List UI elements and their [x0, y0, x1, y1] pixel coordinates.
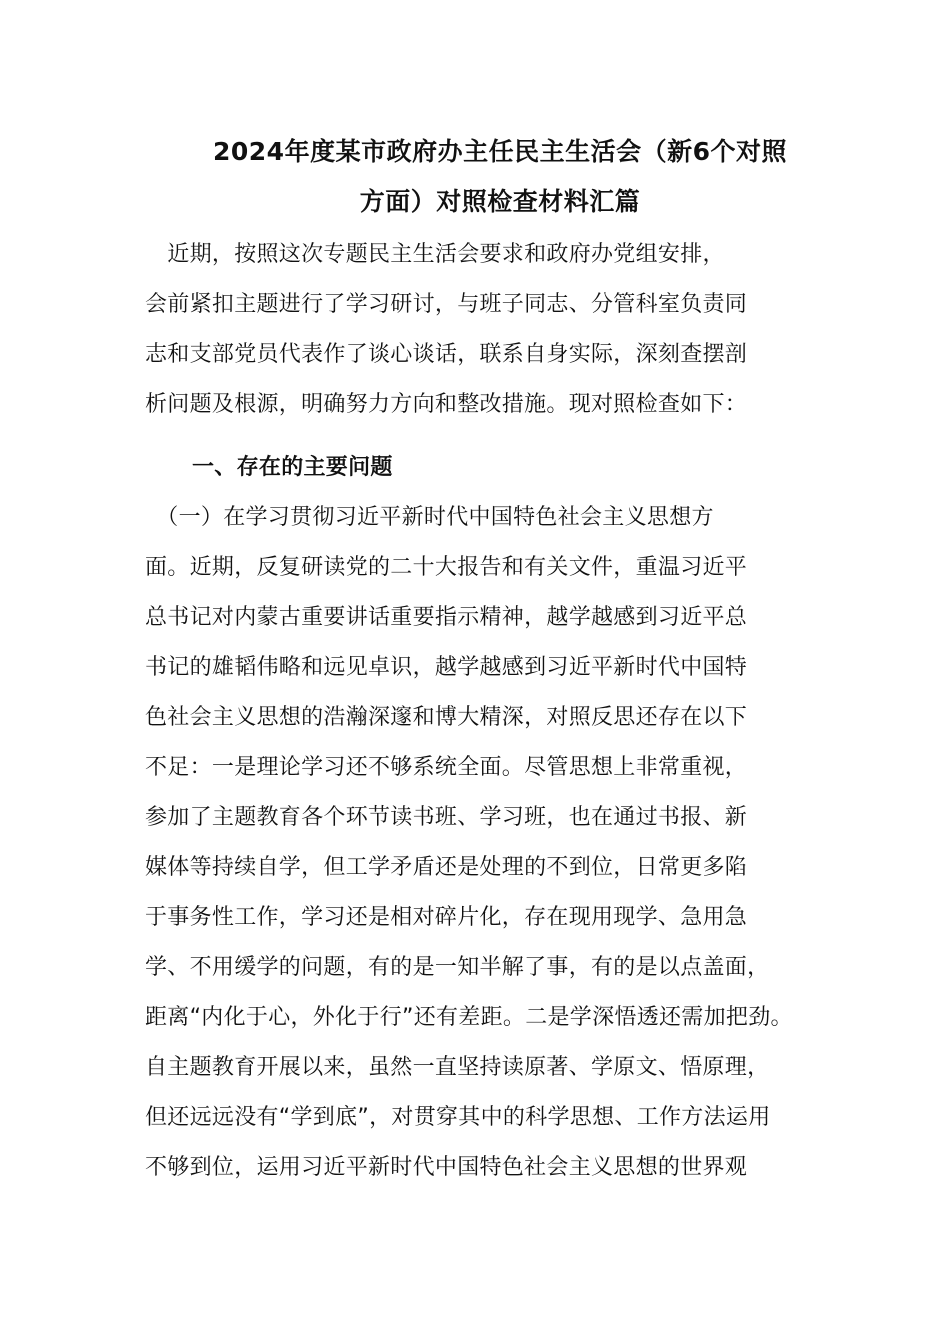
section-line-14: 不够到位，运用习近平新时代中国特色社会主义思想的世界观 [145, 1155, 748, 1180]
section-line-13: 但还远远没有“学到底”，对贯穿其中的科学思想、工作方法运用 [145, 1105, 771, 1130]
section-line-8: 媒体等持续自学，但工学矛盾还是处理的不到位，日常更多陷 [145, 855, 748, 880]
section-line-12: 自主题教育开展以来，虽然一直坚持读原著、学原文、悟原理， [145, 1055, 770, 1080]
section-line-2: 面。近期，反复研读党的二十大报告和有关文件，重温习近平 [145, 555, 748, 580]
intro-line-3: 志和支部党员代表作了谈心谈话，联系自身实际，深刻查摆剖 [145, 342, 748, 367]
section-line-4: 书记的雄韬伟略和远见卓识，越学越感到习近平新时代中国特 [145, 655, 748, 680]
section-line-11: 距离“内化于心，外化于行”还有差距。二是学深悟透还需加把劲。 [145, 1005, 793, 1030]
section-line-1: （一）在学习贯彻习近平新时代中国特色社会主义思想方 [145, 505, 714, 530]
section-line-7: 参加了主题教育各个环节读书班、学习班，也在通过书报、新 [145, 805, 748, 830]
intro-line-1: 近期，按照这次专题民主生活会要求和政府办党组安排， [145, 242, 725, 267]
section-line-9: 于事务性工作，学习还是相对碎片化，存在现用现学、急用急 [145, 905, 748, 930]
section-line-3: 总书记对内蒙古重要讲话重要指示精神，越学越感到习近平总 [145, 605, 748, 630]
section-line-6: 不足：一是理论学习还不够系统全面。尽管思想上非常重视， [145, 755, 748, 780]
document-title-line-2: 方面）对照检查材料汇篇 [359, 187, 641, 216]
intro-line-2: 会前紧扣主题进行了学习研讨，与班子同志、分管科室负责同 [145, 292, 748, 317]
section-heading: 一、存在的主要问题 [192, 455, 393, 480]
section-line-10: 学、不用缓学的问题，有的是一知半解了事，有的是以点盖面， [145, 955, 770, 980]
intro-line-4: 析问题及根源，明确努力方向和整改措施。现对照检查如下： [145, 392, 748, 417]
section-line-5: 色社会主义思想的浩瀚深邃和博大精深，对照反思还存在以下 [145, 705, 748, 730]
document-title-line-1: 2024年度某市政府办主任民主生活会（新6个对照 [213, 137, 787, 166]
